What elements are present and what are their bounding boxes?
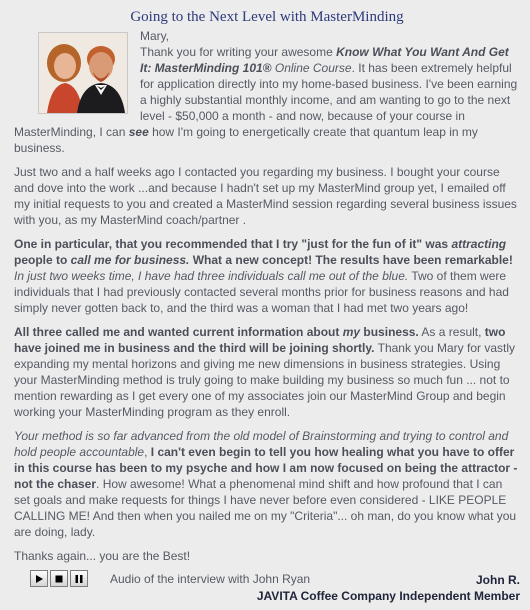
p3-text-5: What a new concept! The results have been remarkable! — [189, 253, 513, 267]
p1-text-3: . It has been extremely helpful for application directly into my home-based business. I've been earning a highly substantial monthly income, and am wanting to go to the next level - $50,000 a month - and now, because of your course in MasterMinding, I can — [14, 61, 518, 139]
stop-button[interactable] — [50, 570, 68, 587]
p5-text-1: Your method is so far advanced from the old model of Brainstorming and trying to control and hold people accountable — [14, 429, 509, 459]
p4-text-3: business. — [360, 325, 419, 339]
paragraph-3 — [14, 236, 520, 316]
p4-text-1: All three called me and wanted current information about — [14, 325, 343, 339]
p3-text-7: Two of them were individuals that I had previously contacted several months prior for business reasons and had simply never gotten back to, and the third was a woman that I had met two years ago! — [14, 269, 509, 315]
audio-player — [30, 570, 310, 587]
p1-text-4: how I'm going to energetically create that quantum leap in my business. — [14, 125, 478, 155]
paragraph-6: Thanks again... you are the Best! — [14, 549, 191, 563]
paragraph-4 — [14, 324, 520, 420]
p5-text-4: . How awesome! What a phenomenal mind shift and how profound that I can set goals and make requests for things I have never before even considered - LIKE PEOPLE CALLING ME! And then when you nailed me on my "Criteria"... oh man, do you know what you are doing, lady. — [14, 477, 517, 539]
stop-icon — [54, 574, 64, 584]
p3-text-2: attracting — [451, 237, 507, 251]
pause-icon — [74, 574, 84, 584]
play-button[interactable] — [30, 570, 48, 587]
p4-text-4: As a result, — [418, 325, 485, 339]
paragraph-5 — [14, 428, 520, 540]
salutation: Mary, — [140, 29, 170, 43]
play-icon — [34, 574, 44, 584]
p1-text-1: Thank you for writing your awesome — [140, 45, 337, 59]
p5-text-3: I can't even begin to tell you how healing what you have to offer in this course has been to my psyche and how I am now focused on being the attractor - not the chaser — [14, 445, 518, 491]
paragraph-2: Just two and a half weeks ago I contacted you regarding my business. I bought your course and dove into the work ...and because I hadn't set up my MasterMind group yet, I emailed off my initial requests to you and created a MasterMind session regarding several business issues with you, as my MasterMind coach/partner . — [14, 165, 517, 227]
signature-name: John R. — [476, 573, 520, 587]
p3-text-4: call me for business. — [70, 253, 190, 267]
page-title: Going to the Next Level with MasterMinding — [130, 9, 404, 25]
p4-text-6: Thank you Mary for vastly expanding my mental horizons and giving me new dimensions in business strategies. Using your MasterMinding method is truly going to make building my business so much fun ... not to mention rewarding as I get every one of my associates join our MasterMind Group and begin working your MasterMinding program as they enroll. — [14, 341, 515, 419]
p4-text-5: two have joined me in business and the third will be joining shortly. — [14, 325, 506, 355]
pause-button[interactable] — [70, 570, 88, 587]
p3-text-3: people to — [14, 253, 71, 267]
p5-text-2: , — [144, 445, 151, 459]
couple-photo-image — [39, 33, 127, 113]
signature-company: JAVITA Coffee Company Independent Member — [256, 589, 520, 603]
p1-text-2: Online Course — [271, 61, 352, 75]
audio-label: Audio of the interview with John Ryan — [110, 571, 311, 586]
p3-text-6: In just two weeks time, I have had three individuals call me out of the blue. — [14, 269, 409, 283]
p3-text-1: One in particular, that you recommended that I try "just for the fun of it" was — [14, 237, 452, 251]
p4-text-2: my — [342, 325, 361, 339]
p1-emphasis: see — [128, 125, 149, 139]
course-title: Know What You Want And Get It: MasterMinding 101® — [140, 45, 509, 75]
couple-photo — [38, 32, 128, 114]
